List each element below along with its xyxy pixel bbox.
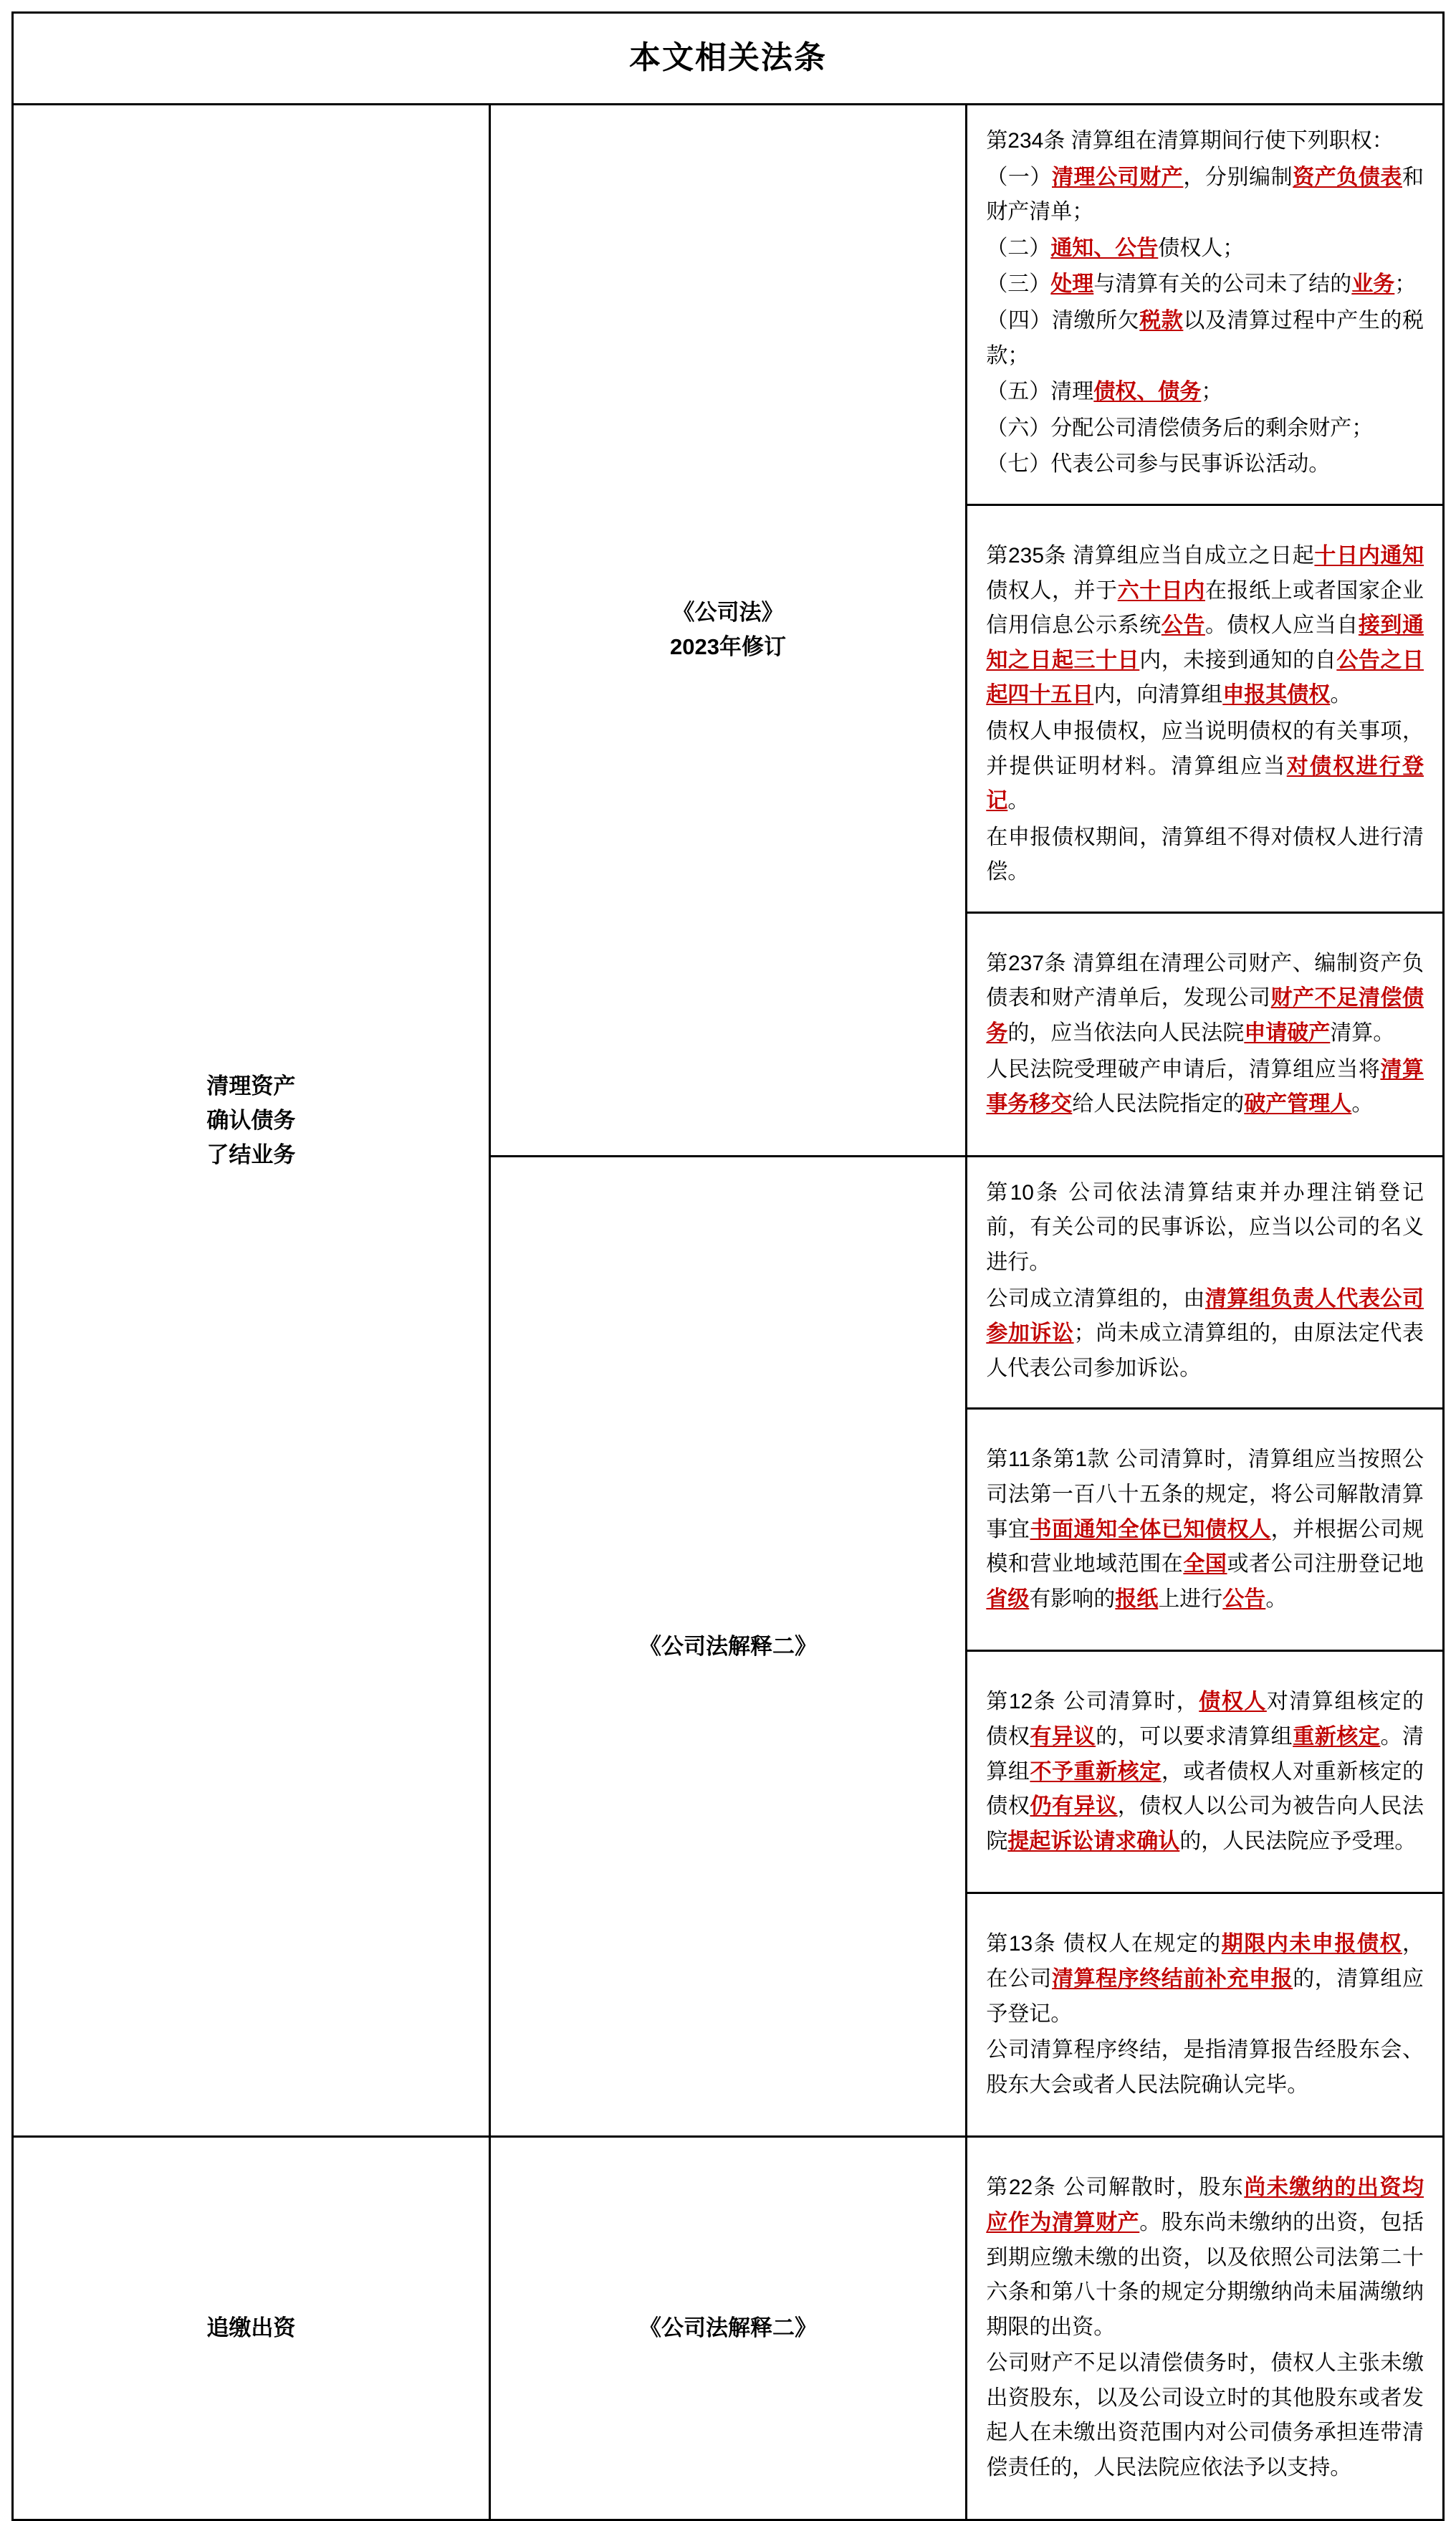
article-paragraph [986,1685,1424,1859]
highlighted-phrase: 债权、债务 [1093,380,1202,404]
plain-text: （二） [986,236,1051,260]
plain-text: （七）代表公司参与民事诉讼活动。 [986,452,1331,477]
plain-text: ，债权人以公司为被告向人民法院 [986,1794,1424,1853]
topic-cell-capital-recovery [13,2137,490,2520]
highlighted-phrase: 税款 [1139,308,1184,333]
article-paragraph [986,2171,1424,2345]
highlighted-phrase: 对债权进行登记 [986,754,1424,813]
articles-stack [967,105,1442,1155]
highlighted-phrase: 省级 [986,1587,1030,1611]
plain-text: 公司财产不足以清偿债务时，债权人主张未缴出资股东，以及公司设立时的其他股东或者发起人在未缴出资范围内对公司债务承担连带清偿责任的，人民法院应依法予以支持。 [986,2351,1424,2480]
highlighted-phrase: 全国 [1183,1552,1227,1577]
highlighted-phrase: 通知、公告 [1050,236,1159,260]
article-paragraph [986,124,1424,159]
plain-text: 的，应当依法向人民法院 [1007,1021,1245,1046]
plain-text: 内，未接到通知的自 [1139,648,1337,672]
plain-text: 债权人； [1158,236,1245,260]
article-paragraph [986,447,1424,482]
highlighted-phrase: 仍有异议 [1030,1794,1118,1819]
highlighted-phrase: 债权人 [1199,1690,1267,1714]
legal-provisions-table [11,11,1445,2521]
plain-text: 或者公司注册登记地 [1227,1552,1424,1577]
highlighted-phrase: 申请破产 [1244,1021,1331,1046]
plain-text: 在申报债权期间，清算组不得对债权人进行清偿。 [986,825,1424,884]
source-line: 《公司法解释二》 [638,1633,817,1659]
topic-line: 确认债务 [206,1107,296,1133]
plain-text: 。债权人应当自 [1204,613,1359,638]
highlighted-phrase: 期限内未申报债权 [1221,1932,1402,1956]
highlighted-phrase: 重新核定 [1293,1724,1381,1749]
plain-text: 的，人民法院应予受理。 [1179,1829,1417,1853]
plain-text: 第10条 公司依法清算结束并办理注销登记前，有关公司的民事诉讼，应当以公司的名义进行。 [986,1180,1424,1275]
articles-stack [967,1157,1442,2135]
highlighted-phrase: 处理 [1050,272,1094,297]
highlighted-phrase: 破产管理人 [1244,1092,1352,1116]
plain-text: 。 [1330,683,1352,707]
article-block [967,2138,1442,2518]
topic-line: 追缴出资 [206,2315,296,2340]
highlighted-phrase: 财产不足清偿债务 [986,986,1424,1046]
plain-text: 第235条 清算组应当自成立之日起 [986,543,1315,568]
highlighted-phrase: 资产负债表 [1293,165,1402,189]
highlighted-phrase: 清理公司财产 [1052,165,1184,189]
highlighted-phrase: 尚未缴纳的出资均应作为清算财产 [986,2176,1424,2234]
plain-text: 人民法院受理破产申请后，清算组应当将 [986,1057,1381,1081]
articles-cell-interpretation-two-b [967,2137,1444,2520]
articles-cell-company-law [967,105,1444,1157]
plain-text: 第22条 公司解散时，股东 [986,2176,1245,2200]
highlighted-phrase: 清算程序终结前补充申报 [1052,1966,1293,1991]
plain-text: 第237条 清算组在清理公司财产、编制资产负债表和财产清单后，发现公司 [986,951,1424,1010]
plain-text: 。清算组 [986,1724,1424,1784]
article-paragraph [986,304,1424,373]
plain-text: 债权人申报债权，应当说明债权的有关事项，并提供证明材料。清算组应当 [986,719,1424,778]
article-paragraph [986,411,1424,446]
plain-text: 的，清算组应予登记。 [986,1966,1424,2026]
article-paragraph [986,539,1424,713]
article-block [967,1651,1442,1893]
highlighted-phrase: 清算事务移交 [986,1057,1424,1116]
plain-text: （五）清理 [986,380,1094,404]
article-paragraph [986,231,1424,267]
article-block [967,912,1442,1154]
article-block [967,1157,1442,1409]
plain-text: 对清算组核定的债权 [986,1690,1424,1749]
plain-text: 有影响的 [1029,1587,1116,1611]
plain-text: 公司成立清算组的，由 [986,1286,1205,1311]
plain-text: ，分别编制 [1183,165,1293,189]
highlighted-phrase: 提起诉讼请求确认 [1007,1829,1180,1853]
source-cell-company-law [489,105,967,1157]
plain-text: 。股东尚未缴纳的出资，包括到期应缴未缴的出资，以及依照公司法第二十六条和第八十条的规定分期缴纳尚未届满缴纳期限的出资。 [986,2210,1424,2339]
source-line: 《公司法解释二》 [638,2315,817,2340]
plain-text: （一） [986,165,1052,189]
plain-text: ，或者债权人对重新核定的债权 [986,1759,1424,1819]
table-row [13,2137,1444,2520]
highlighted-phrase: 公告之日起四十五日 [986,648,1424,707]
highlighted-phrase: 报纸 [1115,1587,1159,1611]
plain-text: ； [1394,272,1417,297]
article-block [967,105,1442,504]
plain-text: 与清算有关的公司未了结的 [1093,272,1352,297]
plain-text: （三） [986,272,1051,297]
article-paragraph [986,947,1424,1051]
article-paragraph [986,375,1424,410]
plain-text: 第12条 公司清算时， [986,1690,1199,1714]
plain-text: 上进行 [1158,1587,1223,1611]
plain-text: 。 [1007,789,1030,813]
highlighted-phrase: 申报其债权 [1222,683,1331,707]
source-line: 2023年修订 [670,634,786,660]
article-paragraph [986,1053,1424,1122]
highlighted-phrase: 接到通知之日起三十日 [986,613,1424,672]
plain-text: ，在公司 [986,1932,1424,1991]
article-paragraph [986,1176,1424,1281]
plain-text: 第13条 债权人在规定的 [986,1932,1222,1956]
article-paragraph [986,161,1424,230]
highlighted-phrase: 十日内通知 [1314,543,1424,568]
article-paragraph [986,821,1424,890]
highlighted-phrase: 六十日内 [1117,578,1205,603]
plain-text: 以及清算过程中产生的税款； [986,308,1424,368]
article-paragraph [986,2033,1424,2103]
plain-text: 第11条第1款 公司清算时，清算组应当按照公司法第一百八十五条的规定，将公司解散清算事宜 [986,1448,1424,1541]
plain-text: 的，可以要求清算组 [1096,1724,1293,1749]
article-paragraph [986,1927,1424,2032]
source-cell-interpretation-two-b [489,2137,967,2520]
highlighted-phrase: 书面通知全体已知债权人 [1030,1517,1271,1541]
article-paragraph [986,1443,1424,1617]
highlighted-phrase: 公告 [1222,1587,1266,1611]
plain-text: 给人民法院指定的 [1072,1092,1245,1116]
highlighted-phrase: 公告 [1161,613,1205,638]
plain-text: ，并根据公司规模和营业地域范围在 [986,1517,1424,1577]
article-block [967,1409,1442,1651]
plain-text: 公司清算程序终结，是指清算报告经股东会、股东大会或者人民法院确认完毕。 [986,2038,1424,2097]
plain-text: 。 [1265,1587,1288,1611]
plain-text: （四）清缴所欠 [986,308,1140,333]
plain-text: （六）分配公司清偿债务后的剩余财产； [986,416,1374,440]
article-paragraph [986,267,1424,302]
plain-text: 和财产清单； [986,165,1424,224]
topic-line: 了结业务 [206,1142,296,1167]
article-paragraph [986,1282,1424,1387]
highlighted-phrase: 有异议 [1030,1724,1096,1749]
articles-cell-interpretation-two-a [967,1156,1444,2136]
plain-text: ；尚未成立清算组的，由原法定代表人代表公司参加诉讼。 [986,1321,1424,1380]
topic-cell-clearing [13,105,490,2137]
page-title: 本文相关法条 [629,40,827,76]
topic-line: 清理资产 [206,1073,296,1099]
plain-text: 内，向清算组 [1093,683,1223,707]
plain-text: 债权人，并于 [986,578,1118,603]
source-line: 《公司法》 [672,600,784,626]
article-paragraph [986,2346,1424,2485]
plain-text: 清算。 [1330,1021,1395,1046]
articles-stack [967,2138,1442,2518]
document-title-cell [13,13,1444,105]
plain-text: 第234条 清算组在清算期间行使下列职权： [986,129,1394,153]
article-block [967,1893,1442,2135]
plain-text: ； [1201,380,1223,404]
table-header-row [13,13,1444,105]
highlighted-phrase: 业务 [1351,272,1395,297]
article-paragraph [986,714,1424,819]
article-block [967,504,1442,912]
table-row [13,105,1444,1157]
source-cell-interpretation-two-a [489,1156,967,2136]
highlighted-phrase: 清算组负责人代表公司参加诉讼 [986,1286,1424,1346]
plain-text: 在报纸上或者国家企业信用信息公示系统 [986,578,1424,638]
plain-text: 。 [1351,1092,1374,1116]
highlighted-phrase: 不予重新核定 [1030,1759,1162,1784]
